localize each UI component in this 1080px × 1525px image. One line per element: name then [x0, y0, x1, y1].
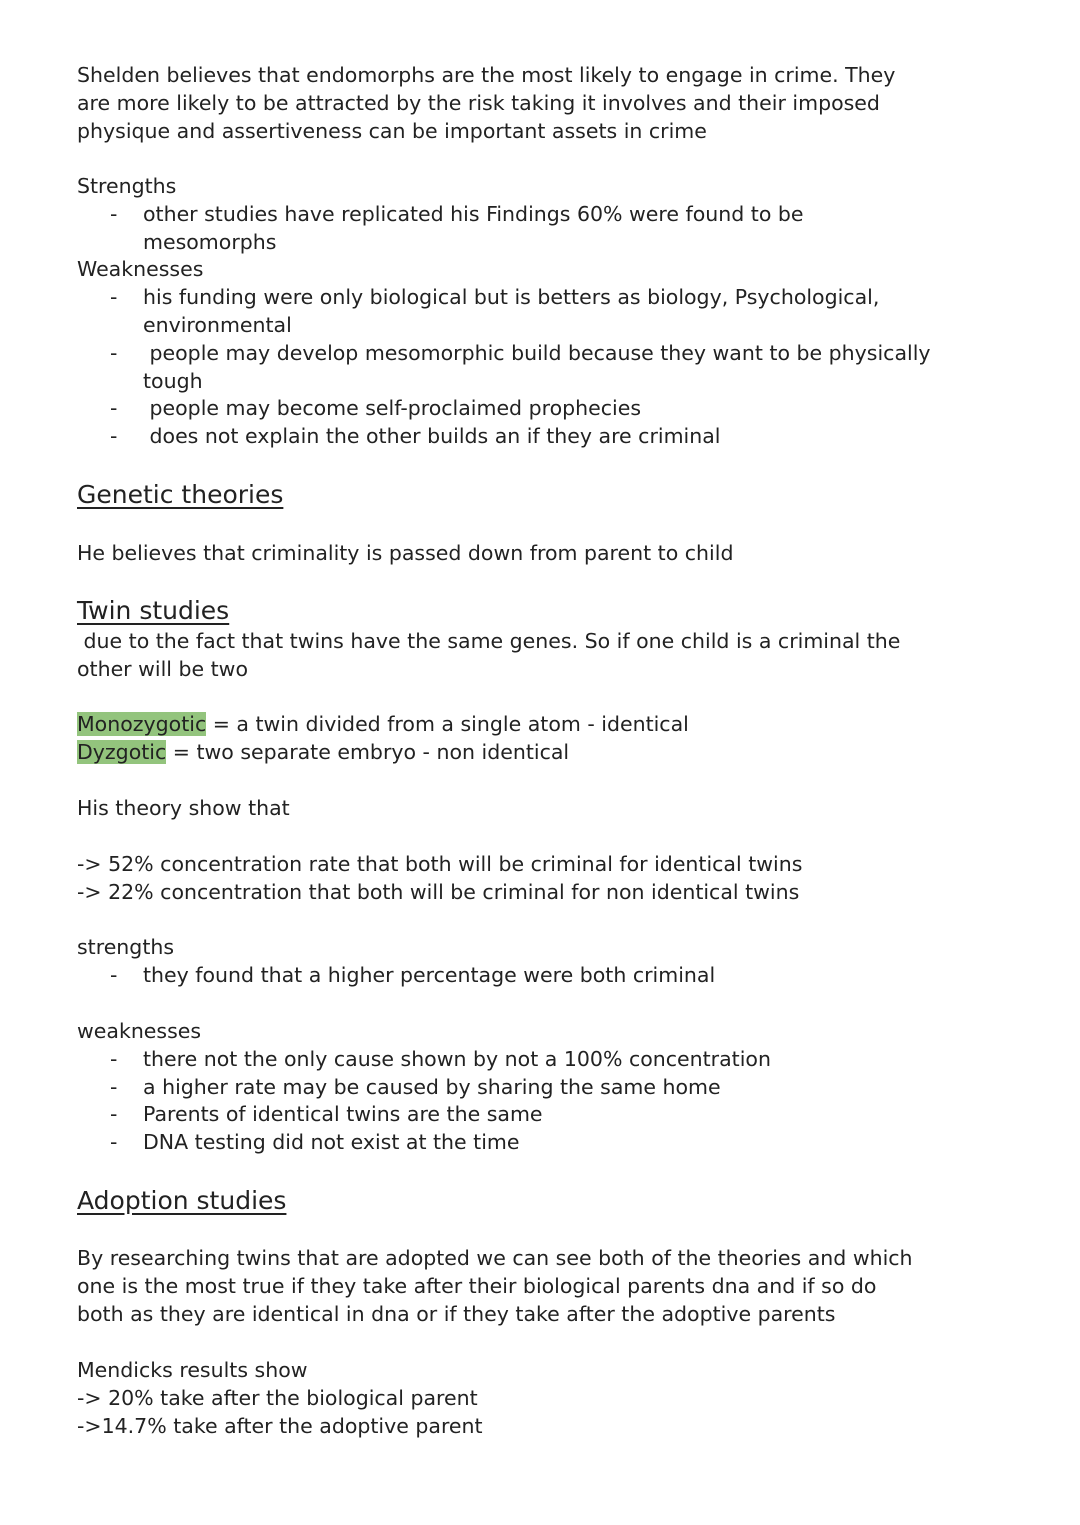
highlighted-term: Monozygotic: [77, 712, 207, 736]
item-text: tough: [143, 368, 203, 393]
dash: -: [110, 1046, 118, 1071]
item-text: environmental: [143, 312, 292, 337]
twin-studies-heading: Twin studies: [77, 596, 230, 625]
mendick-results: [77, 1357, 1037, 1440]
text-line: Shelden believes that endomorphs are the most likely to engage in crime. They: [77, 63, 896, 87]
result-line: -> 22% concentration that both will be criminal for non identical twins: [77, 879, 800, 904]
item-text: people may develop mesomorphic build because they want to be physically: [143, 340, 931, 365]
dash: -: [110, 340, 118, 365]
dash: -: [110, 201, 118, 226]
list-item: [77, 395, 1037, 423]
item-text: people may become self-proclaimed prophecies: [143, 396, 641, 421]
list-item: [77, 284, 1037, 312]
twin-weaknesses: [77, 1018, 1037, 1157]
item-text: there not the only cause shown by not a 100% concentration: [143, 1046, 771, 1071]
item-text: his funding were only biological but is betters as biology, Psychological,: [143, 285, 880, 310]
result-line: -> 20% take after the biological parent: [77, 1385, 478, 1410]
list-item: [77, 1129, 1037, 1157]
definitions: [77, 711, 1037, 767]
definition-dyzgotic: [77, 739, 1037, 767]
dash: -: [110, 1074, 118, 1099]
definition-monozygotic: [77, 711, 1037, 739]
item-text: does not explain the other builds an if they are criminal: [143, 424, 721, 449]
text-line: other will be two: [77, 656, 248, 681]
item-text: Parents of identical twins are the same: [143, 1102, 543, 1127]
list-item: [77, 962, 1037, 990]
list-item: [77, 1101, 1037, 1129]
list-item-cont: [77, 229, 1037, 257]
list-item: [77, 340, 1037, 368]
strengths-label: Strengths: [77, 174, 177, 198]
list-item-cont: [77, 312, 1037, 340]
dash: -: [110, 962, 118, 987]
adoption-paragraph: [77, 1245, 1037, 1328]
twin-paragraph: [77, 628, 1037, 684]
genetic-theories-heading: Genetic theories: [77, 480, 284, 509]
text-line: By researching twins that are adopted we can see both of the theories and which: [77, 1246, 913, 1270]
item-text: mesomorphs: [143, 229, 277, 254]
text-line: both as they are identical in dna or if they take after the adoptive parents: [77, 1301, 836, 1326]
twin-results: [77, 851, 1037, 907]
strengths-label: strengths: [77, 935, 175, 959]
intro-paragraph: [77, 62, 1037, 145]
dash: -: [110, 1102, 118, 1127]
result-line: ->14.7% take after the adoptive parent: [77, 1413, 483, 1438]
list-item: [77, 423, 1037, 451]
dash: -: [110, 1130, 118, 1155]
sheldon-evaluation: [77, 173, 1037, 451]
twin-strengths: [77, 934, 1037, 990]
list-item: [77, 1074, 1037, 1102]
item-text: other studies have replicated his Findings 60% were found to be: [143, 201, 804, 226]
text-line: are more likely to be attracted by the risk taking it involves and their imposed: [77, 90, 880, 115]
text-line: due to the fact that twins have the same genes. So if one child is a criminal the: [77, 629, 901, 653]
genetic-text: He believes that criminality is passed down from parent to child: [77, 541, 734, 565]
text-line: Mendicks results show: [77, 1358, 308, 1382]
weaknesses-label: Weaknesses: [77, 257, 204, 282]
item-text: DNA testing did not exist at the time: [143, 1130, 520, 1155]
list-item: [77, 1046, 1037, 1074]
dash: -: [110, 396, 118, 421]
text-line: one is the most true if they take after their biological parents dna and if so do: [77, 1273, 877, 1298]
list-item: [77, 201, 1037, 229]
adoption-studies-heading: Adoption studies: [77, 1186, 287, 1215]
text-line: physique and assertiveness can be important assets in crime: [77, 118, 707, 143]
weaknesses-label: weaknesses: [77, 1019, 202, 1043]
item-text: a higher rate may be caused by sharing the same home: [143, 1074, 721, 1099]
item-text: they found that a higher percentage were both criminal: [143, 962, 716, 987]
dash: -: [110, 285, 118, 310]
definition-text: = a twin divided from a single atom - identical: [206, 712, 689, 736]
highlighted-term: Dyzgotic: [77, 739, 167, 764]
list-item-cont: [77, 368, 1037, 396]
dash: -: [110, 424, 118, 449]
result-line: -> 52% concentration rate that both will be criminal for identical twins: [77, 852, 803, 876]
definition-text: = two separate embryo - non identical: [166, 739, 570, 764]
theory-intro: His theory show that: [77, 796, 290, 820]
